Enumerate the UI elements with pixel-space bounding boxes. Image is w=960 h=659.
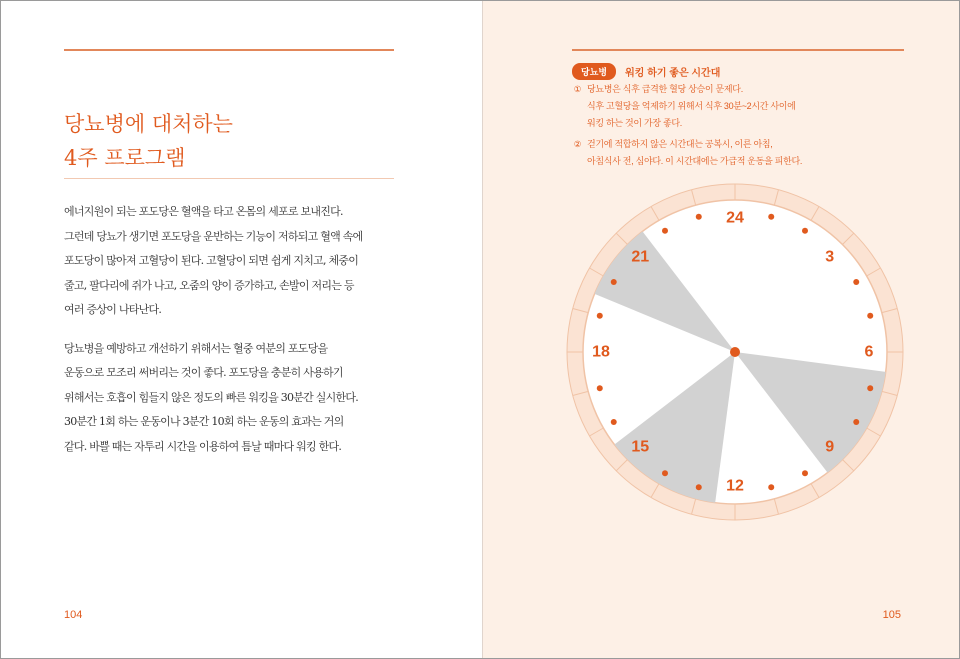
paragraph [64,200,404,323]
text-line: 줄고, 팔다리에 쥐가 나고, 오줌의 양이 증가하고, 손발이 저리는 등 [64,278,354,292]
hour-dot [696,214,702,220]
hour-label: 18 [592,343,610,361]
note-line: 당뇨병은 식후 급격한 혈당 상승이 문제다. [587,84,743,94]
hour-dot [802,228,808,234]
hour-dot [853,419,859,425]
note-line: 식후 고혈당을 억제하기 위해서 식후 30분~2시간 사이에 [587,101,796,111]
top-rule [64,49,394,51]
note-header [572,63,720,80]
hour-dot [867,385,873,391]
text-line: 그런데 당뇨가 생기면 포도당을 운반하는 기능이 저하되고 혈액 속에 [64,229,363,243]
left-page [1,1,483,658]
body-text [64,200,404,473]
page-title [64,107,233,175]
hour-dot [597,385,603,391]
note-line: 걷기에 적합하지 않은 시간대는 공복시, 이른 아침, [587,139,773,149]
hour-dot [768,214,774,220]
note-line: 워킹 하는 것이 가장 좋다. [587,118,682,128]
note-list [572,81,802,174]
text-line: 같다. 바쁠 때는 자투리 시간을 이용하여 틈날 때마다 워킹 한다. [64,439,342,453]
text-line: 위해서는 호흡이 힘들지 않은 정도의 빠른 워킹을 30분간 실시한다. [64,390,358,404]
clock-center-dot [730,347,740,357]
topic-tag: 당뇨병 [572,63,616,80]
hour-dot [768,484,774,490]
walking-time-clock [565,182,905,522]
hour-dot [802,470,808,476]
note-item [572,81,802,132]
text-line: 30분간 1회 하는 운동이나 3분간 10회 하는 운동의 효과는 거의 [64,415,344,428]
hour-label: 21 [631,248,650,266]
note-number: ② [573,139,582,149]
hour-label: 12 [726,477,744,495]
title-rule [64,178,394,179]
top-rule [572,49,904,51]
text-line: 당뇨병을 예방하고 개선하기 위해서는 혈중 여분의 포도당을 [64,341,328,355]
text-line: 운동으로 모조리 써버리는 것이 좋다. 포도당을 충분히 사용하기 [64,366,343,379]
hour-dot [662,228,668,234]
hour-dot [597,313,603,319]
hour-dot [696,484,702,490]
hour-dot [611,419,617,425]
text-line: 포도당이 많아져 고혈당이 된다. 고혈당이 되면 쉽게 지치고, 체중이 [64,254,359,267]
hour-dot [662,470,668,476]
hour-dot [867,313,873,319]
title-line: 4주 프로그램 [64,146,186,170]
hour-label: 6 [864,343,874,361]
note-number: ① [573,84,582,94]
hour-label: 9 [825,438,835,456]
hour-dot [611,279,617,285]
hour-label: 3 [825,248,835,266]
title-line: 당뇨병에 대처하는 [64,112,233,136]
hour-label: 15 [631,438,650,456]
text-line: 에너지원이 되는 포도당은 혈액을 타고 온몸의 세포로 보내진다. [64,205,343,218]
text-line: 여러 증상이 나타난다. [64,303,162,316]
note-title: 워킹 하기 좋은 시간대 [625,68,721,79]
paragraph [64,337,404,460]
page-number-right: 105 [882,609,901,621]
hour-dot [853,279,859,285]
note-line: 아침식사 전, 심야다. 이 시간대에는 가급적 운동을 피한다. [587,156,803,166]
page-number-left: 104 [64,609,83,621]
hour-label: 24 [726,209,744,227]
note-item [572,136,802,170]
